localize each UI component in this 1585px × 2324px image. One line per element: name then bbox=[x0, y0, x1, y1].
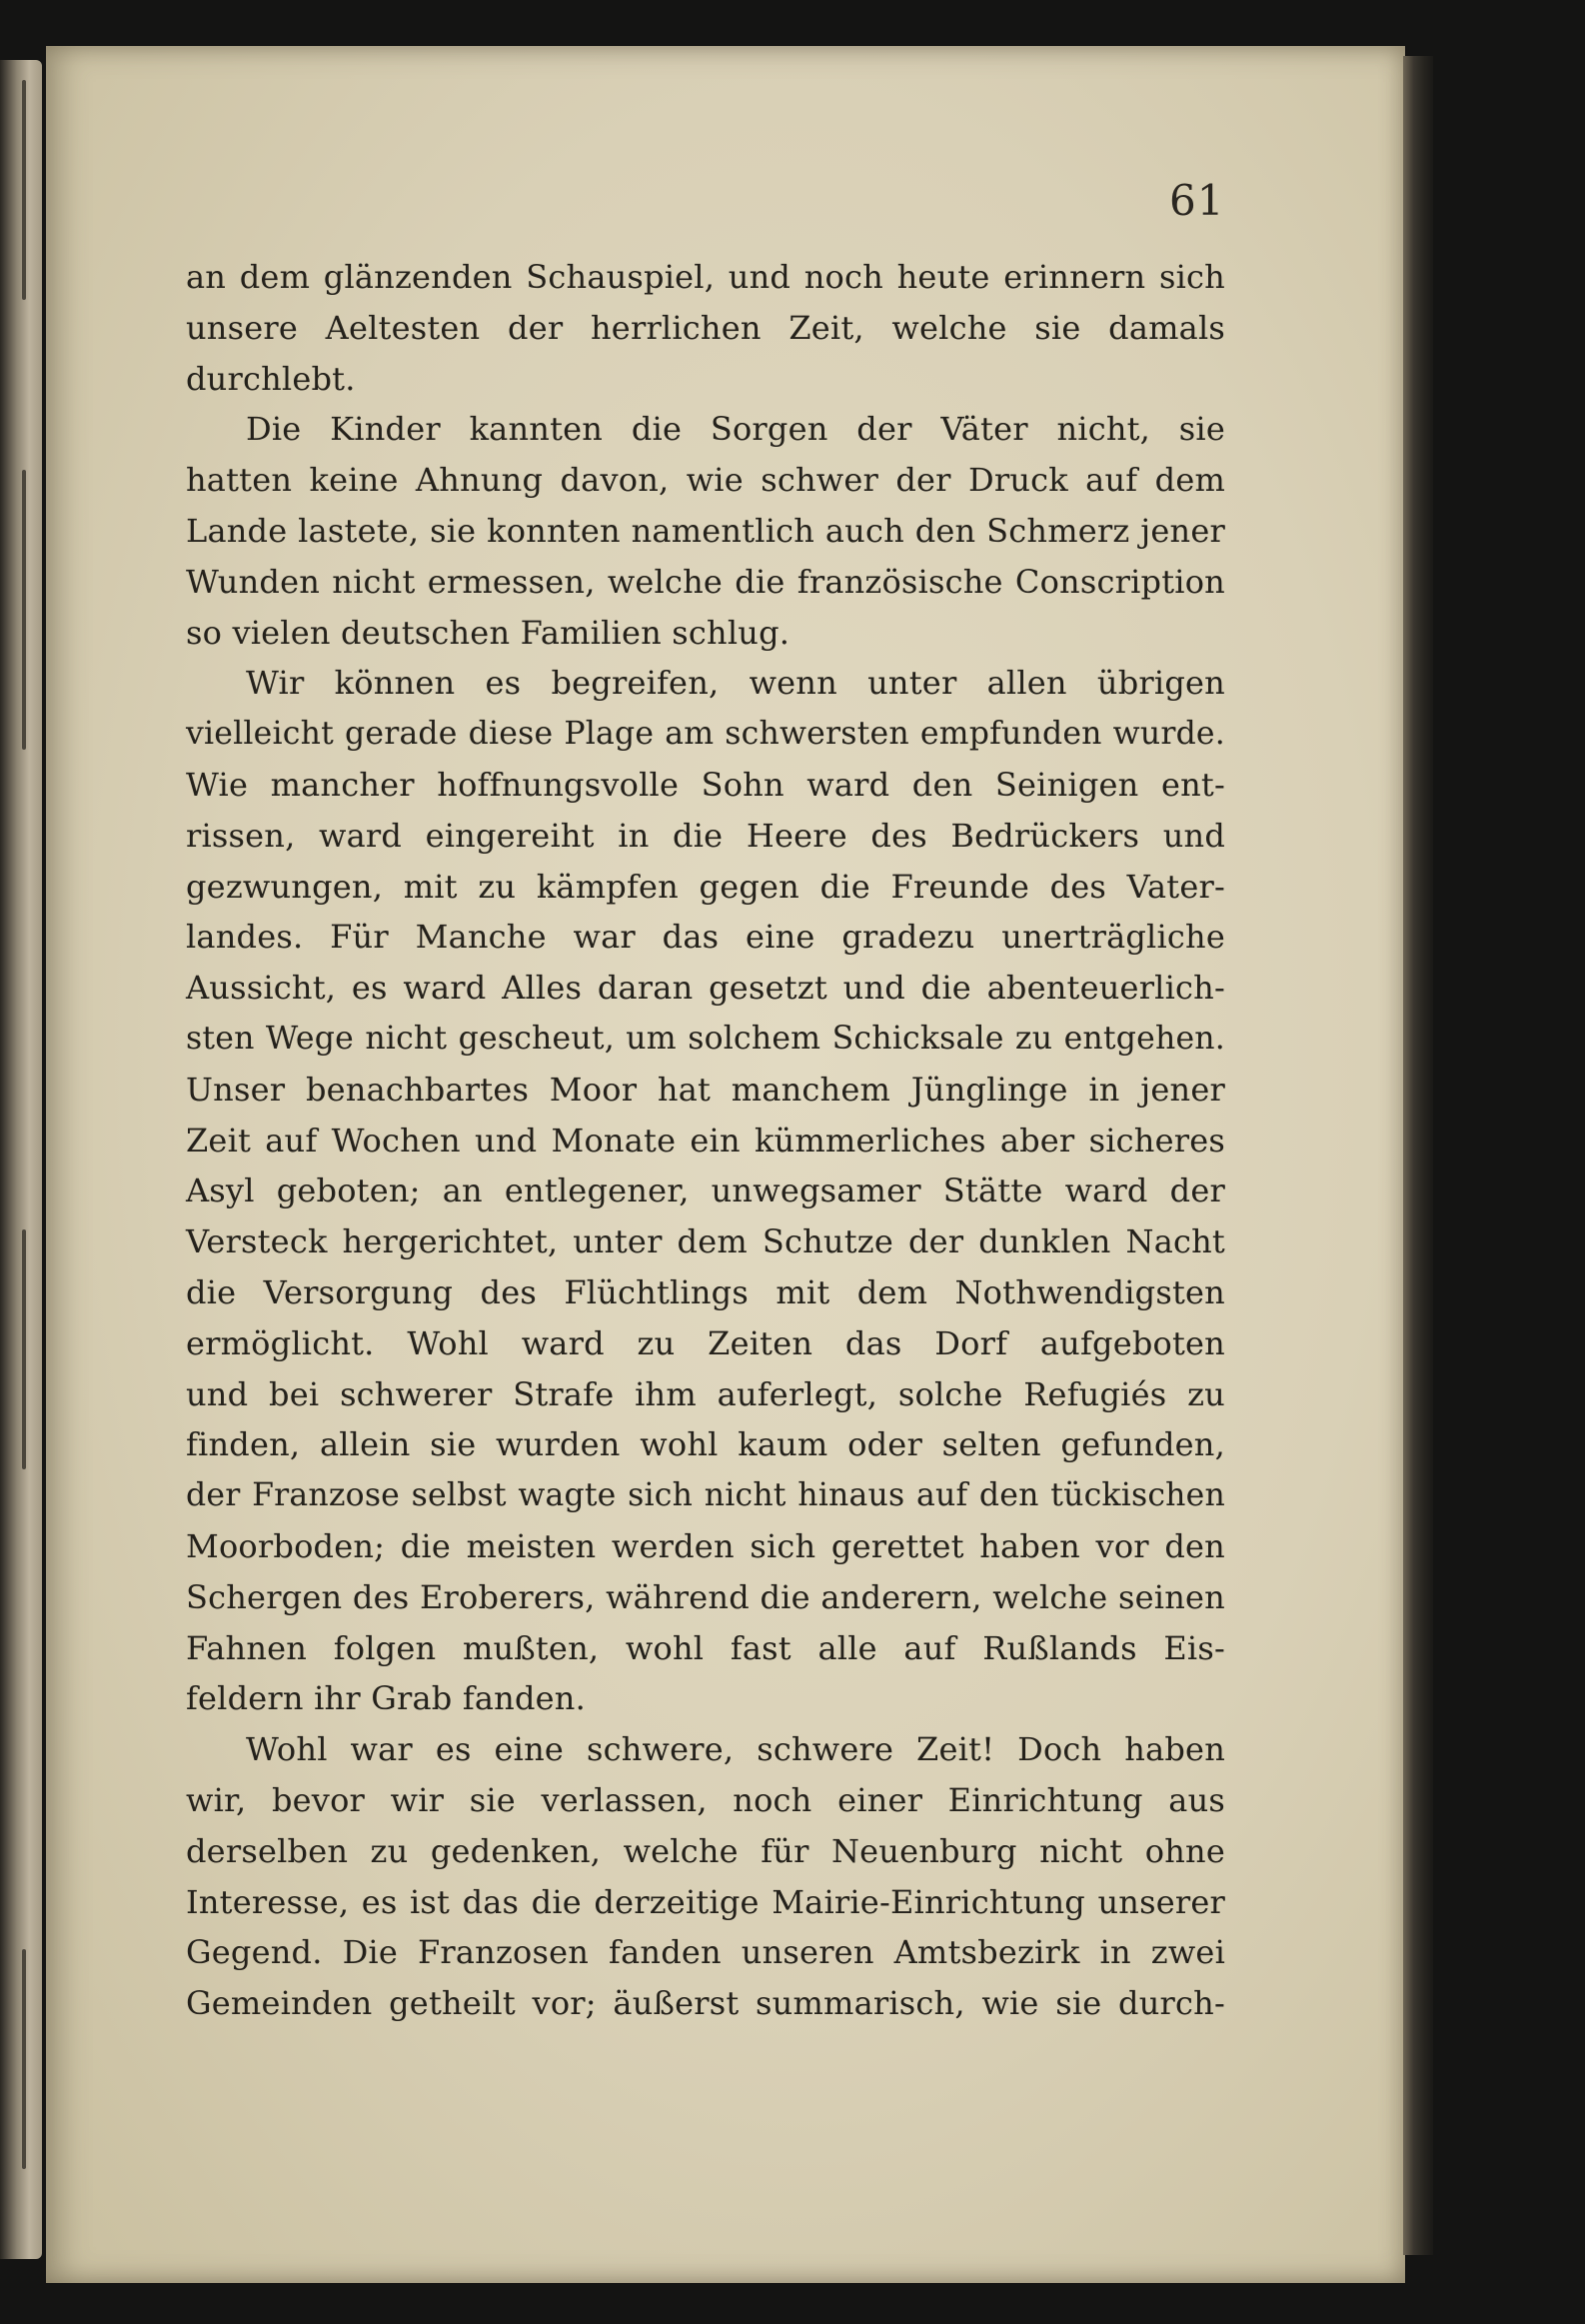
text-line: Fahnen folgen mußten, wohl fast alle auf Rußlands Eis- bbox=[186, 1628, 1225, 1667]
text-line: unsere Aeltesten der herrlichen Zeit, welche sie damals bbox=[186, 308, 1225, 347]
text-line: Moorboden; die meisten werden sich gerettet haben vor den bbox=[186, 1526, 1225, 1565]
text-line: Aussicht, es ward Alles daran gesetzt und die abenteuerlich- bbox=[186, 969, 1225, 1008]
body-text bbox=[186, 252, 1225, 2029]
text-line: Die Kinder kannten die Sorgen der Väter nicht, sie bbox=[246, 410, 1225, 449]
text-line: ermöglicht. Wohl ward zu Zeiten das Dorf aufgeboten bbox=[186, 1323, 1225, 1362]
text-line: und bei schwerer Strafe ihm auferlegt, solche Refugiés zu bbox=[186, 1374, 1225, 1413]
text-line: vielleicht gerade diese Plage am schwersten empfunden wurde. bbox=[186, 716, 1225, 753]
text-line: Interesse, es ist das die derzeitige Mairie-Einrichtung unserer bbox=[186, 1882, 1225, 1921]
text-line: Gemeinden getheilt vor; äußerst summarisch, wie sie durch- bbox=[186, 1984, 1225, 2023]
previous-page-edge bbox=[0, 60, 42, 2259]
text-line: wir, bevor wir sie verlassen, noch einer Einrichtung aus bbox=[186, 1780, 1225, 1819]
text-line: hatten keine Ahnung davon, wie schwer der Druck auf dem bbox=[186, 461, 1225, 500]
text-line: derselben zu gedenken, welche für Neuenburg nicht ohne bbox=[186, 1831, 1225, 1870]
text-line: sten Wege nicht gescheut, um solchem Schicksale zu entgehen. bbox=[186, 1020, 1225, 1057]
text-line: feldern ihr Grab fanden. bbox=[186, 1679, 586, 1718]
text-line: Wir können es begreifen, wenn unter allen übrigen bbox=[246, 664, 1225, 703]
text-line: an dem glänzenden Schauspiel, und noch heute erinnern sich bbox=[186, 258, 1225, 296]
text-line: Schergen des Eroberers, während die anderern, welche seinen bbox=[186, 1577, 1225, 1616]
text-line: die Versorgung des Flüchtlings mit dem Nothwendigsten bbox=[186, 1272, 1225, 1311]
text-line: Gegend. Die Franzosen fanden unseren Amtsbezirk in zwei bbox=[186, 1933, 1225, 1972]
text-line: finden, allein sie wurden wohl kaum oder selten gefunden, bbox=[186, 1425, 1225, 1464]
text-line: durchlebt. bbox=[186, 359, 356, 398]
binding-stitch bbox=[22, 80, 26, 300]
text-line: Asyl geboten; an entlegener, unwegsamer Stätte ward der bbox=[186, 1171, 1225, 1210]
text-line: Zeit auf Wochen und Monate ein kümmerliches aber sicheres bbox=[186, 1121, 1225, 1160]
book-spine bbox=[1403, 56, 1433, 2255]
text-line: gezwungen, mit zu kämpfen gegen die Freunde des Vater- bbox=[186, 867, 1225, 906]
text-line: der Franzose selbst wagte sich nicht hinaus auf den tückischen bbox=[186, 1477, 1225, 1514]
text-line: Lande lastete, sie konnten namentlich auch den Schmerz jener bbox=[186, 511, 1225, 550]
text-line: landes. Für Manche war das eine gradezu unerträgliche bbox=[186, 918, 1225, 957]
text-line: Wunden nicht ermessen, welche die französische Conscription bbox=[186, 562, 1225, 601]
binding-stitch bbox=[22, 470, 26, 750]
text-line: rissen, ward eingereiht in die Heere des Bedrückers und bbox=[186, 816, 1225, 855]
text-line: Unser benachbartes Moor hat manchem Jünglinge in jener bbox=[186, 1070, 1225, 1109]
text-line: Wohl war es eine schwere, schwere Zeit! Doch haben bbox=[246, 1730, 1225, 1769]
page-number: 61 bbox=[1169, 176, 1225, 225]
text-line: Wie mancher hoffnungsvolle Sohn ward den Seinigen ent- bbox=[186, 765, 1225, 804]
text-line: Versteck hergerichtet, unter dem Schutze der dunklen Nacht bbox=[186, 1222, 1225, 1261]
text-line: so vielen deutschen Familien schlug. bbox=[186, 613, 791, 652]
binding-stitch bbox=[22, 1949, 26, 2169]
binding-stitch bbox=[22, 1229, 26, 1469]
